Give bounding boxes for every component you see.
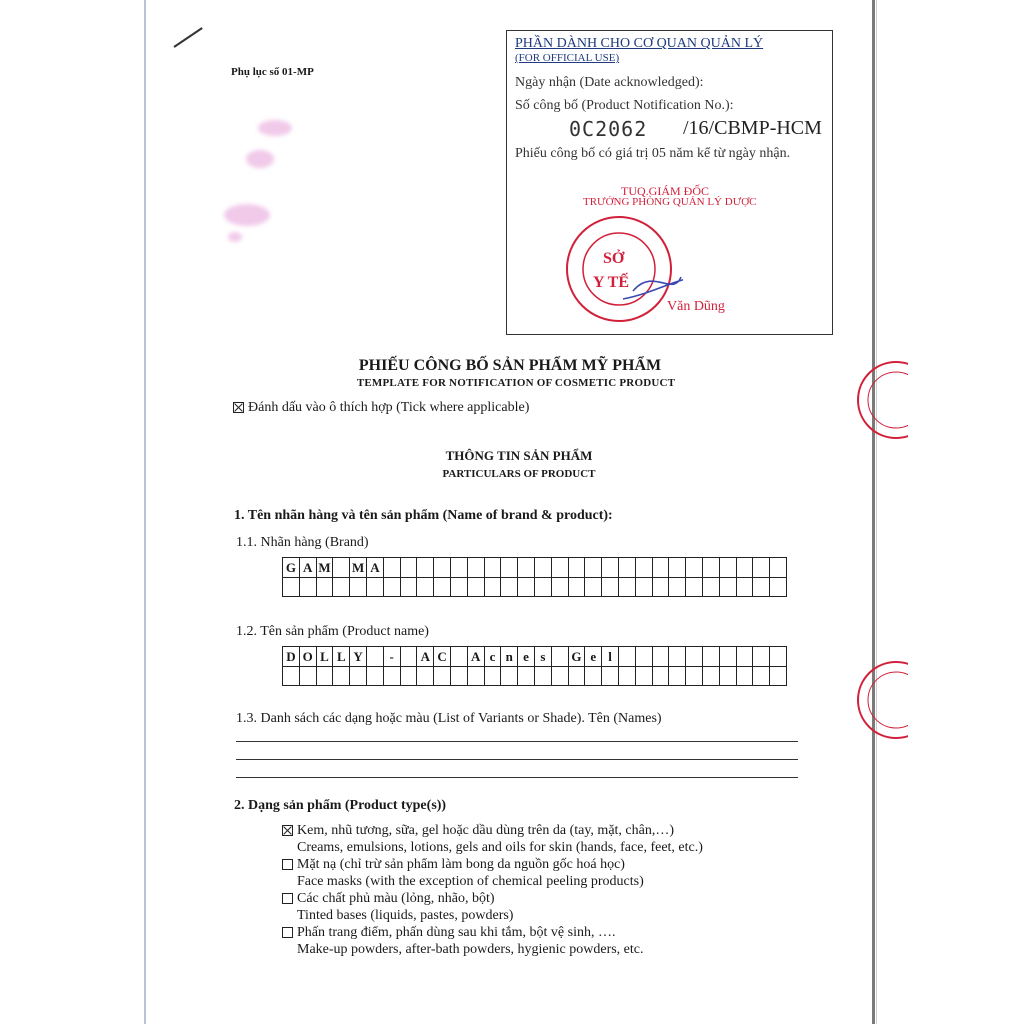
variants-label: 1.3. Danh sách các dạng hoặc màu (List of Variants or Shade). Tên (Names) — [236, 711, 662, 726]
grid-cell: - — [383, 647, 400, 667]
grid-cell: e — [585, 647, 602, 667]
grid-cell — [450, 666, 467, 686]
grid-cell — [467, 558, 484, 578]
grid-cell — [417, 666, 434, 686]
grid-cell — [618, 666, 635, 686]
date-acknowledged-label: Ngày nhận (Date acknowledged): — [515, 75, 704, 90]
grid-cell: Y — [350, 647, 367, 667]
grid-cell — [669, 577, 686, 597]
grid-cell: O — [299, 647, 316, 667]
ink-smudge — [228, 232, 242, 242]
grid-cell — [719, 558, 736, 578]
variants-line — [236, 777, 798, 778]
brand-label: 1.1. Nhãn hàng (Brand) — [236, 535, 369, 550]
grid-cell — [702, 647, 719, 667]
product-type-vn: Phấn trang điểm, phấn dùng sau khi tắm, bột vệ sinh, …. — [297, 925, 616, 940]
grid-cell: M — [350, 558, 367, 578]
notification-number-label: Số công bố (Product Notification No.): — [515, 98, 734, 113]
grid-cell — [686, 577, 703, 597]
grid-cell — [551, 558, 568, 578]
product-type-item — [282, 857, 625, 873]
grid-cell — [383, 666, 400, 686]
checked-box-icon — [233, 402, 244, 413]
signer-department: TRƯỞNG PHÒNG QUẢN LÝ DƯỢC — [583, 196, 757, 208]
grid-cell — [736, 647, 753, 667]
product-type-en: Make-up powders, after-bath powders, hygienic powders, etc. — [297, 942, 644, 957]
grid-cell — [702, 558, 719, 578]
grid-cell — [686, 558, 703, 578]
grid-row — [283, 577, 787, 597]
official-use-box — [506, 30, 833, 335]
notification-number-handwritten: 0C2062 — [569, 117, 648, 141]
grid-cell — [551, 647, 568, 667]
stamp-edge-icon — [848, 358, 908, 442]
unchecked-box-icon — [282, 859, 293, 870]
grid-cell — [400, 647, 417, 667]
grid-row — [283, 647, 787, 667]
grid-cell — [736, 666, 753, 686]
grid-cell — [333, 558, 350, 578]
grid-cell — [484, 577, 501, 597]
question-1-heading: 1. Tên nhãn hàng và tên sản phẩm (Name of brand & product): — [234, 508, 613, 523]
variants-line — [236, 759, 798, 760]
tick-instruction-text: Đánh dấu vào ô thích hợp (Tick where applicable) — [248, 400, 530, 415]
grid-cell — [450, 577, 467, 597]
grid-cell — [585, 666, 602, 686]
grid-cell — [350, 666, 367, 686]
grid-cell — [434, 577, 451, 597]
grid-cell — [652, 577, 669, 597]
grid-cell — [534, 558, 551, 578]
grid-cell — [686, 647, 703, 667]
grid-cell: G — [568, 647, 585, 667]
unchecked-box-icon — [282, 927, 293, 938]
grid-cell — [366, 577, 383, 597]
form-title-en: TEMPLATE FOR NOTIFICATION OF COSMETIC PRODUCT — [356, 377, 676, 389]
seal-text-top: SỞ — [603, 250, 625, 267]
grid-cell — [283, 577, 300, 597]
grid-cell — [568, 666, 585, 686]
product-type-item — [282, 823, 674, 839]
variants-line — [236, 741, 798, 742]
official-subtitle: (FOR OFFICIAL USE) — [515, 52, 620, 64]
grid-cell: c — [484, 647, 501, 667]
product-type-vn: Kem, nhũ tương, sữa, gel hoặc dầu dùng trên da (tay, mặt, chân,…) — [297, 823, 675, 838]
grid-cell — [383, 577, 400, 597]
product-type-en: Creams, emulsions, lotions, gels and oils for skin (hands, face, feet, etc.) — [297, 840, 703, 855]
grid-cell — [568, 577, 585, 597]
grid-cell — [366, 647, 383, 667]
grid-cell — [736, 577, 753, 597]
grid-cell — [366, 666, 383, 686]
grid-cell — [719, 577, 736, 597]
seal-text-bottom: Y TẾ — [593, 274, 630, 291]
grid-cell — [602, 558, 619, 578]
unchecked-box-icon — [282, 893, 293, 904]
question-2-heading: 2. Dạng sản phẩm (Product type(s)) — [234, 798, 447, 813]
grid-cell — [669, 558, 686, 578]
grid-cell — [686, 666, 703, 686]
grid-cell: D — [283, 647, 300, 667]
grid-cell — [417, 577, 434, 597]
grid-cell: G — [283, 558, 300, 578]
grid-cell — [484, 558, 501, 578]
checked-box-icon — [282, 825, 293, 836]
grid-cell — [400, 558, 417, 578]
grid-cell — [702, 577, 719, 597]
grid-cell: L — [333, 647, 350, 667]
grid-cell — [635, 666, 652, 686]
grid-cell — [635, 647, 652, 667]
grid-cell — [618, 577, 635, 597]
grid-cell — [770, 647, 787, 667]
grid-cell — [518, 577, 535, 597]
grid-cell: L — [316, 647, 333, 667]
grid-cell — [719, 666, 736, 686]
grid-cell — [652, 558, 669, 578]
official-title: PHẦN DÀNH CHO CƠ QUAN QUẢN LÝ — [515, 36, 764, 51]
section-title-en: PARTICULARS OF PRODUCT — [442, 468, 596, 480]
product-type-vn: Mặt nạ (chỉ trừ sản phẩm làm bong da nguồn gốc hoá học) — [297, 857, 625, 872]
grid-cell: A — [417, 647, 434, 667]
grid-cell — [434, 666, 451, 686]
grid-cell — [753, 558, 770, 578]
grid-cell — [417, 558, 434, 578]
grid-cell — [551, 666, 568, 686]
page-edge-right — [872, 0, 875, 1024]
grid-cell — [770, 577, 787, 597]
tick-instruction — [233, 400, 529, 416]
grid-cell — [669, 666, 686, 686]
grid-cell — [652, 666, 669, 686]
grid-cell: A — [299, 558, 316, 578]
grid-cell — [602, 666, 619, 686]
grid-cell — [383, 558, 400, 578]
grid-cell — [753, 647, 770, 667]
grid-cell — [753, 666, 770, 686]
grid-cell: s — [534, 647, 551, 667]
product-name-label: 1.2. Tên sản phẩm (Product name) — [236, 624, 429, 639]
grid-cell — [350, 577, 367, 597]
grid-cell — [400, 577, 417, 597]
grid-cell: C — [434, 647, 451, 667]
grid-cell: n — [501, 647, 518, 667]
product-type-vn: Các chất phủ màu (lỏng, nhão, bột) — [297, 891, 495, 906]
grid-cell — [618, 647, 635, 667]
product-type-en: Tinted bases (liquids, pastes, powders) — [297, 908, 514, 923]
grid-cell — [770, 666, 787, 686]
grid-cell — [501, 558, 518, 578]
notification-number-suffix: /16/CBMP-HCM — [683, 117, 822, 139]
grid-cell — [333, 666, 350, 686]
grid-cell — [501, 577, 518, 597]
grid-cell — [753, 577, 770, 597]
grid-cell — [534, 577, 551, 597]
grid-cell: M — [316, 558, 333, 578]
grid-cell — [568, 558, 585, 578]
grid-cell — [585, 577, 602, 597]
signer-title: TUQ.GIÁM ĐỐC — [621, 184, 709, 198]
official-seal-icon — [563, 207, 683, 327]
grid-cell — [501, 666, 518, 686]
validity-note: Phiếu công bố có giá trị 05 năm kể từ ngày nhận. — [515, 146, 791, 161]
grid-cell — [534, 666, 551, 686]
ink-smudge — [246, 150, 274, 168]
annex-label: Phụ lục số 01-MP — [231, 66, 314, 78]
grid-cell — [669, 647, 686, 667]
grid-cell: A — [467, 647, 484, 667]
grid-cell — [333, 577, 350, 597]
product-type-item — [282, 891, 495, 907]
grid-cell — [635, 577, 652, 597]
grid-cell — [736, 558, 753, 578]
grid-cell — [283, 666, 300, 686]
brand-character-grid — [282, 557, 787, 597]
grid-cell — [719, 647, 736, 667]
page-edge-left — [144, 0, 146, 1024]
pen-mark — [173, 27, 202, 48]
grid-cell — [316, 666, 333, 686]
grid-cell — [299, 666, 316, 686]
grid-cell — [702, 666, 719, 686]
product-type-item — [282, 925, 615, 941]
grid-cell — [770, 558, 787, 578]
grid-cell — [635, 558, 652, 578]
signer-name: Văn Dũng — [667, 299, 725, 314]
ink-smudge — [258, 120, 292, 136]
grid-cell — [585, 558, 602, 578]
grid-cell — [551, 577, 568, 597]
ink-smudge — [224, 204, 270, 226]
grid-cell — [299, 577, 316, 597]
page-edge-right-shadow — [876, 0, 877, 1024]
grid-cell — [400, 666, 417, 686]
grid-cell — [602, 577, 619, 597]
grid-cell — [518, 558, 535, 578]
product-type-en: Face masks (with the exception of chemical peeling products) — [297, 874, 644, 889]
grid-cell — [518, 666, 535, 686]
grid-cell — [450, 558, 467, 578]
grid-cell — [618, 558, 635, 578]
grid-cell — [434, 558, 451, 578]
stamp-edge-icon — [848, 658, 908, 742]
grid-cell — [316, 577, 333, 597]
grid-cell: A — [366, 558, 383, 578]
grid-cell — [652, 647, 669, 667]
product-character-grid — [282, 646, 787, 686]
grid-cell — [467, 666, 484, 686]
section-title-vn: THÔNG TIN SẢN PHẨM — [445, 448, 593, 463]
grid-cell — [467, 577, 484, 597]
grid-row — [283, 666, 787, 686]
form-title-vn: PHIẾU CÔNG BỐ SẢN PHẨM MỸ PHẨM — [358, 357, 662, 374]
grid-cell: e — [518, 647, 535, 667]
grid-cell — [450, 647, 467, 667]
grid-row — [283, 558, 787, 578]
grid-cell: l — [602, 647, 619, 667]
grid-cell — [484, 666, 501, 686]
